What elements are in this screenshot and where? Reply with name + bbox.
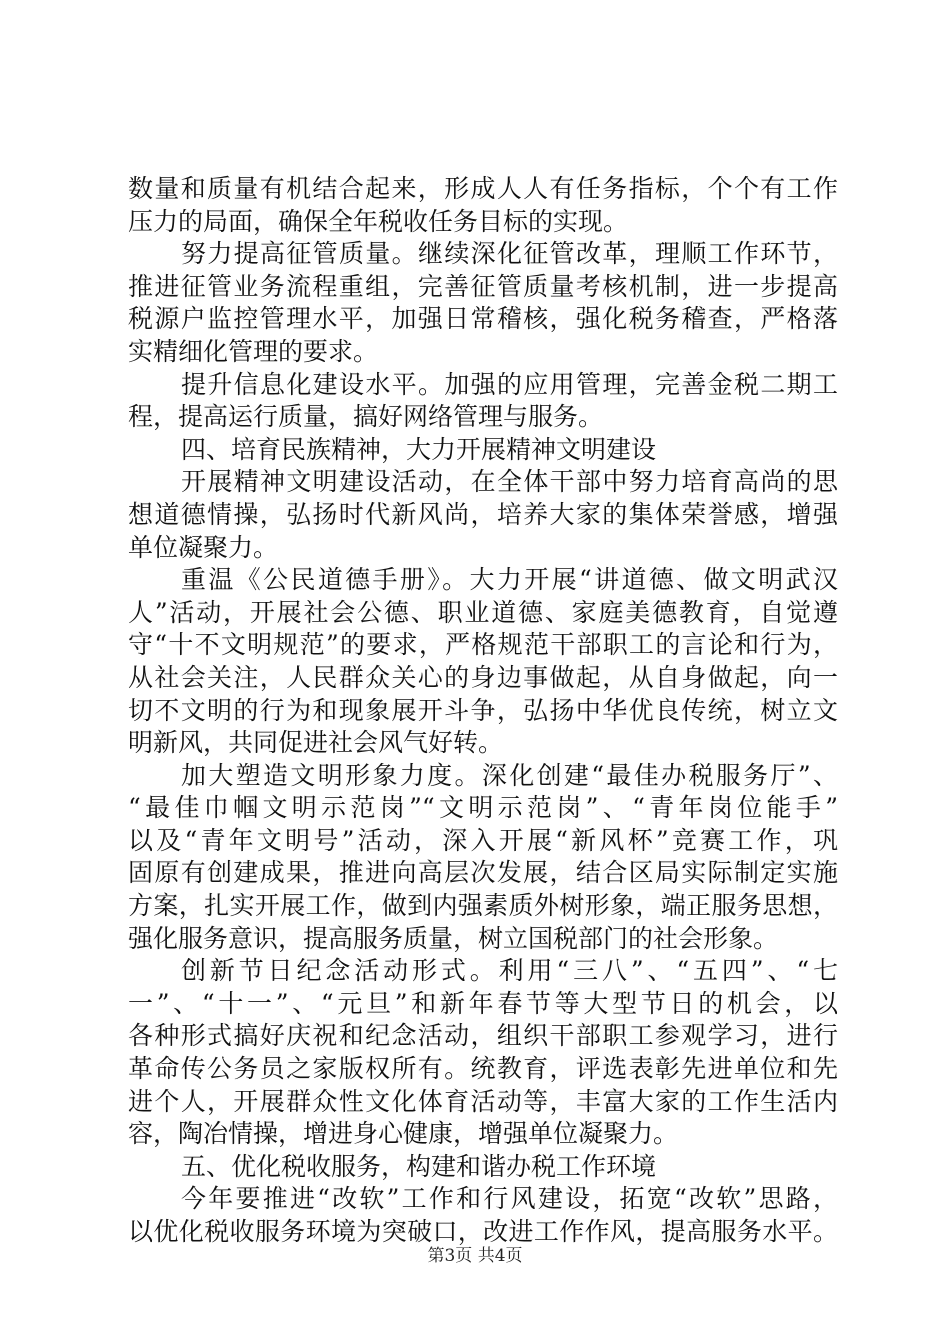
text-line: 固原有创建成果，推进向高层次发展，结合区局实际制定实施 <box>128 858 838 888</box>
text-line: 一”、“十一”、“元旦”和新年春节等大型节日的机会，以 <box>128 988 838 1018</box>
text-line: 税源户监控管理水平，加强日常稽核，强化税务稽查，严格落 <box>128 304 838 334</box>
text-line: 开展精神文明建设活动，在全体干部中努力培育高尚的思 <box>181 467 838 497</box>
text-line: 想道德情操，弘扬时代新风尚，培养大家的集体荣誉感，增强 <box>128 499 838 529</box>
document-body <box>128 173 838 1249</box>
text-line: 人”活动，开展社会公德、职业道德、家庭美德教育，自觉遵 <box>128 597 838 627</box>
text-line: 强化服务意识，提高服务质量，树立国税部门的社会形象。 <box>128 923 779 953</box>
text-line: 今年要推进“改软”工作和行风建设，拓宽“改软”思路， <box>181 1184 838 1214</box>
text-line: 实精细化管理的要求。 <box>128 336 379 366</box>
text-line: 明新风，共同促进社会风气好转。 <box>128 728 504 758</box>
text-line: 容，陶冶情操，增进身心健康，增强单位凝聚力。 <box>128 1119 679 1149</box>
text-line: 努力提高征管质量。继续深化征管改革，理顺工作环节， <box>181 239 838 269</box>
text-line: 五、优化税收服务，构建和谐办税工作环境 <box>181 1151 657 1181</box>
text-line: 从社会关注，人民群众关心的身边事做起，从自身做起，向一 <box>128 662 838 692</box>
text-line: 重温《公民道德手册》。大力开展“讲道德、做文明武汉 <box>181 565 838 595</box>
text-line: 方案，扎实开展工作，做到内强素质外树形象，端正服务思想， <box>128 891 838 921</box>
text-line: “最佳巾帼文明示范岗”“文明示范岗”、“青年岗位能手” <box>128 793 838 823</box>
text-line: 推进征管业务流程重组，完善征管质量考核机制，进一步提高 <box>128 271 838 301</box>
text-line: 压力的局面，确保全年税收任务目标的实现。 <box>128 206 629 236</box>
text-line: 革命传公务员之家版权所有。统教育，评选表彰先进单位和先 <box>128 1054 838 1084</box>
text-line: 进个人，开展群众性文化体育活动等，丰富大家的工作生活内 <box>128 1086 838 1116</box>
text-line: 以优化税收服务环境为突破口，改进工作作风，提高服务水平。 <box>128 1217 838 1246</box>
text-line: 守“十不文明规范”的要求，严格规范干部职工的言论和行为， <box>128 630 838 660</box>
text-line: 切不文明的行为和现象展开斗争，弘扬中华优良传统，树立文 <box>128 695 838 725</box>
text-line: 提升信息化建设水平。加强的应用管理，完善金税二期工 <box>181 369 838 399</box>
text-line: 四、培育民族精神，大力开展精神文明建设 <box>181 434 657 464</box>
text-line: 单位凝聚力。 <box>128 532 279 562</box>
text-line: 以及“青年文明号”活动，深入开展“新风杯”竞赛工作，巩 <box>128 825 838 855</box>
text-line: 加大塑造文明形象力度。深化创建“最佳办税服务厅”、 <box>181 760 838 790</box>
text-line: 创新节日纪念活动形式。利用“三八”、“五四”、“七 <box>181 956 838 986</box>
text-line: 程，提高运行质量，搞好网络管理与服务。 <box>128 402 604 432</box>
page-number-footer: 第3页 共4页 <box>427 1246 523 1266</box>
text-line: 各种形式搞好庆祝和纪念活动，组织干部职工参观学习，进行 <box>128 1021 838 1051</box>
text-line: 数量和质量有机结合起来，形成人人有任务指标，个个有工作 <box>128 174 838 203</box>
